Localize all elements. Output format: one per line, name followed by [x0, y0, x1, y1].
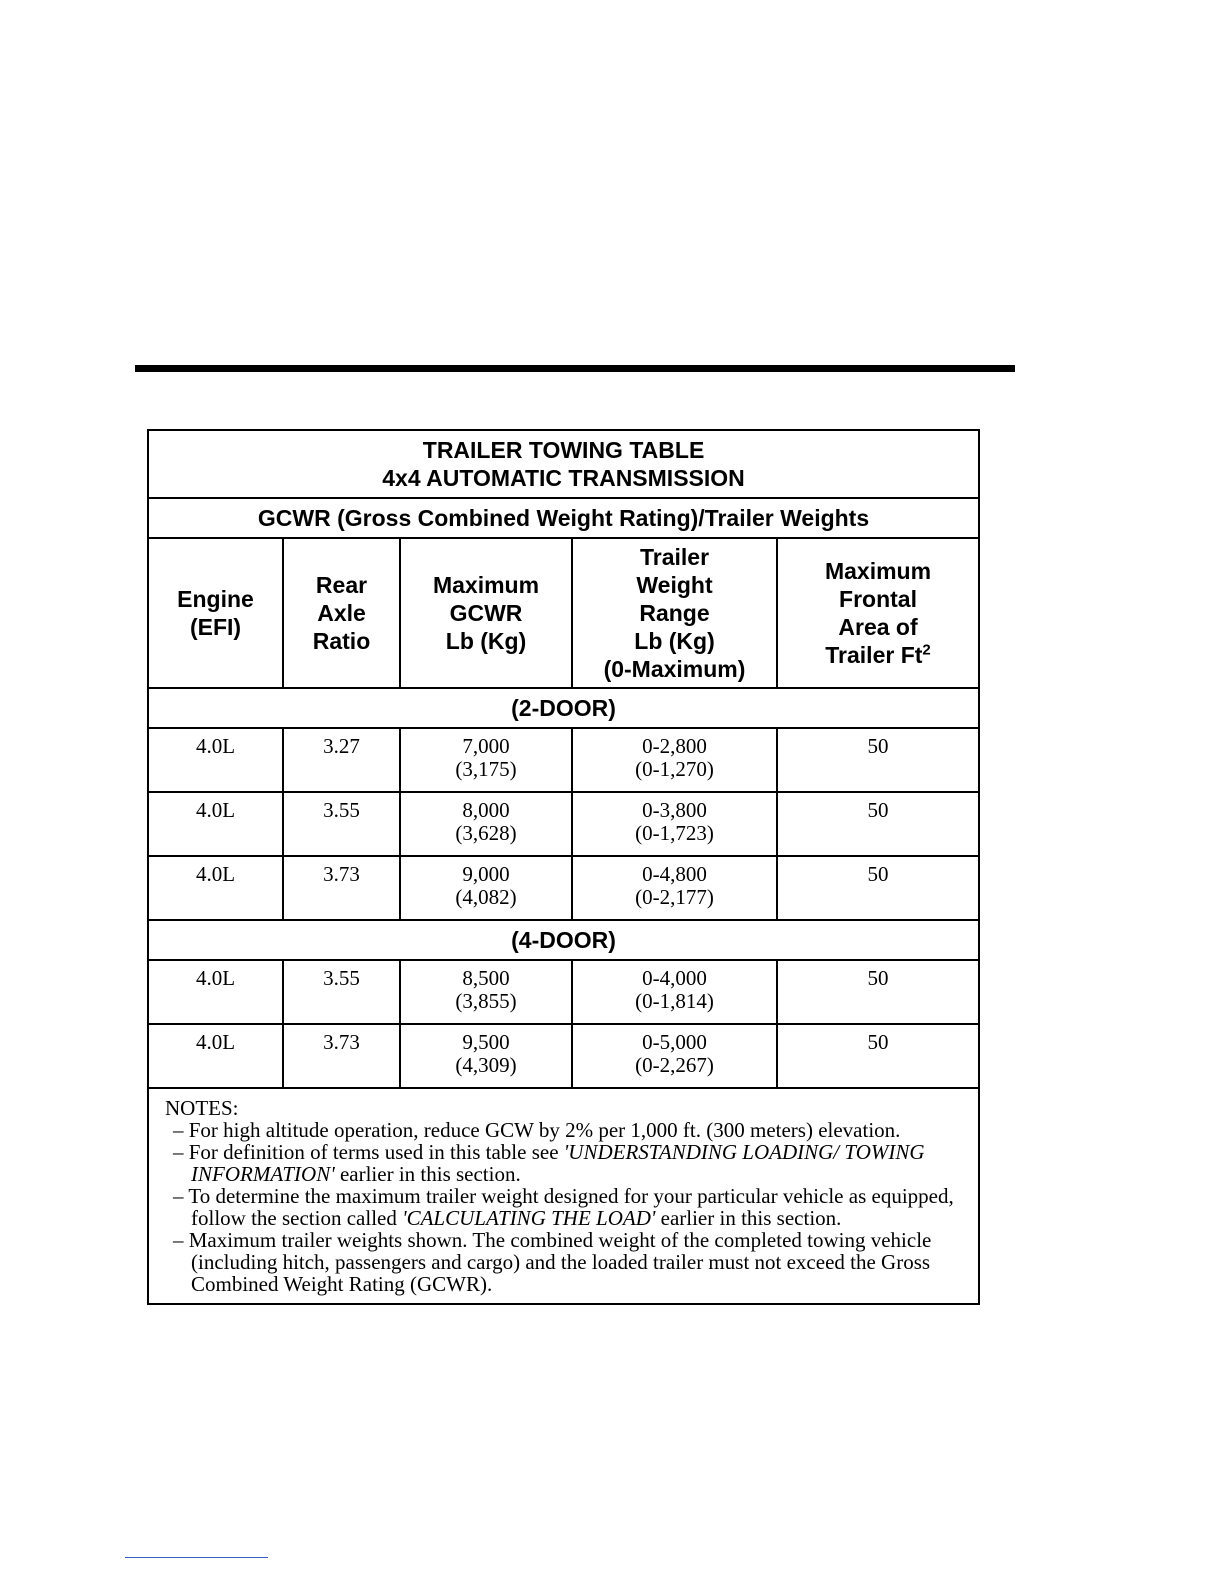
header-max-gcwr: Maximum GCWR Lb (Kg) — [400, 538, 572, 688]
cell-gcwr: 8,500 (3,855) — [400, 960, 572, 1024]
header-engine: Engine (EFI) — [148, 538, 283, 688]
footer-rule — [125, 1557, 268, 1558]
cell-axle: 3.27 — [283, 728, 400, 792]
cell-trailer: 0-3,800 (0-1,723) — [572, 792, 777, 856]
cell-gcwr: 7,000 (3,175) — [400, 728, 572, 792]
cell-trailer: 0-4,000 (0-1,814) — [572, 960, 777, 1024]
cell-frontal: 50 — [777, 856, 979, 920]
table-title — [148, 430, 979, 498]
header-max-frontal-area: Maximum Frontal Area of Trailer Ft$^2$ — [777, 538, 979, 688]
cell-engine: 4.0L — [148, 856, 283, 920]
cell-frontal: 50 — [777, 960, 979, 1024]
cell-trailer: 0-5,000 (0-2,267) — [572, 1024, 777, 1088]
cell-frontal: 50 — [777, 728, 979, 792]
cell-axle: 3.73 — [283, 856, 400, 920]
cell-engine: 4.0L — [148, 960, 283, 1024]
table-row — [148, 792, 979, 856]
note-combined-weight: – Maximum trailer weights shown. The combined weight of the completed towing vehicle (including hitch, passengers and cargo) and the loaded trailer must not exceed the Gross Combined Weight Rating (GCWR). — [173, 1228, 932, 1296]
cell-engine: 4.0L — [148, 728, 283, 792]
notes-section — [148, 1088, 979, 1304]
table-row — [148, 1024, 979, 1088]
cell-engine: 4.0L — [148, 1024, 283, 1088]
header-rear-axle-ratio: Rear Axle Ratio — [283, 538, 400, 688]
cell-axle: 3.55 — [283, 960, 400, 1024]
table-row — [148, 960, 979, 1024]
cell-axle: 3.55 — [283, 792, 400, 856]
superscript-2: 2 — [922, 641, 931, 659]
cell-trailer: 0-2,800 (0-1,270) — [572, 728, 777, 792]
table-row — [148, 856, 979, 920]
table-title-line2: 4x4 AUTOMATIC TRANSMISSION — [382, 465, 745, 491]
table-row — [148, 728, 979, 792]
cell-gcwr: 9,500 (4,309) — [400, 1024, 572, 1088]
cell-frontal: 50 — [777, 1024, 979, 1088]
cell-gcwr: 8,000 (3,628) — [400, 792, 572, 856]
table-title-line1: TRAILER TOWING TABLE — [422, 437, 705, 463]
cell-frontal: 50 — [777, 792, 979, 856]
note-altitude: – For high altitude operation, reduce GCW by 2% per 1,000 ft. (300 meters) elevation. — [173, 1118, 901, 1142]
table-subtitle: GCWR (Gross Combined Weight Rating)/Trailer Weights — [148, 498, 979, 538]
cell-axle: 3.73 — [283, 1024, 400, 1088]
note-max-trailer-weight: – To determine the maximum trailer weight designed for your particular vehicle as equipped, follow the section called 'CALCULATING THE LOAD' earlier in this section. — [173, 1184, 954, 1230]
notes-heading: NOTES: — [165, 1096, 239, 1120]
section-label-2-door: (2-DOOR) — [148, 688, 979, 728]
cell-engine: 4.0L — [148, 792, 283, 856]
trailer-towing-table — [147, 429, 980, 1305]
header-trailer-weight-range: Trailer Weight Range Lb (Kg) (0-Maximum) — [572, 538, 777, 688]
cell-trailer: 0-4,800 (0-2,177) — [572, 856, 777, 920]
top-horizontal-rule — [135, 365, 1015, 372]
cell-gcwr: 9,000 (4,082) — [400, 856, 572, 920]
section-label-4-door: (4-DOOR) — [148, 920, 979, 960]
note-definitions: – For definition of terms used in this table see 'UNDERSTANDING LOADING/ TOWING INFORMATION' earlier in this section. — [173, 1140, 925, 1186]
